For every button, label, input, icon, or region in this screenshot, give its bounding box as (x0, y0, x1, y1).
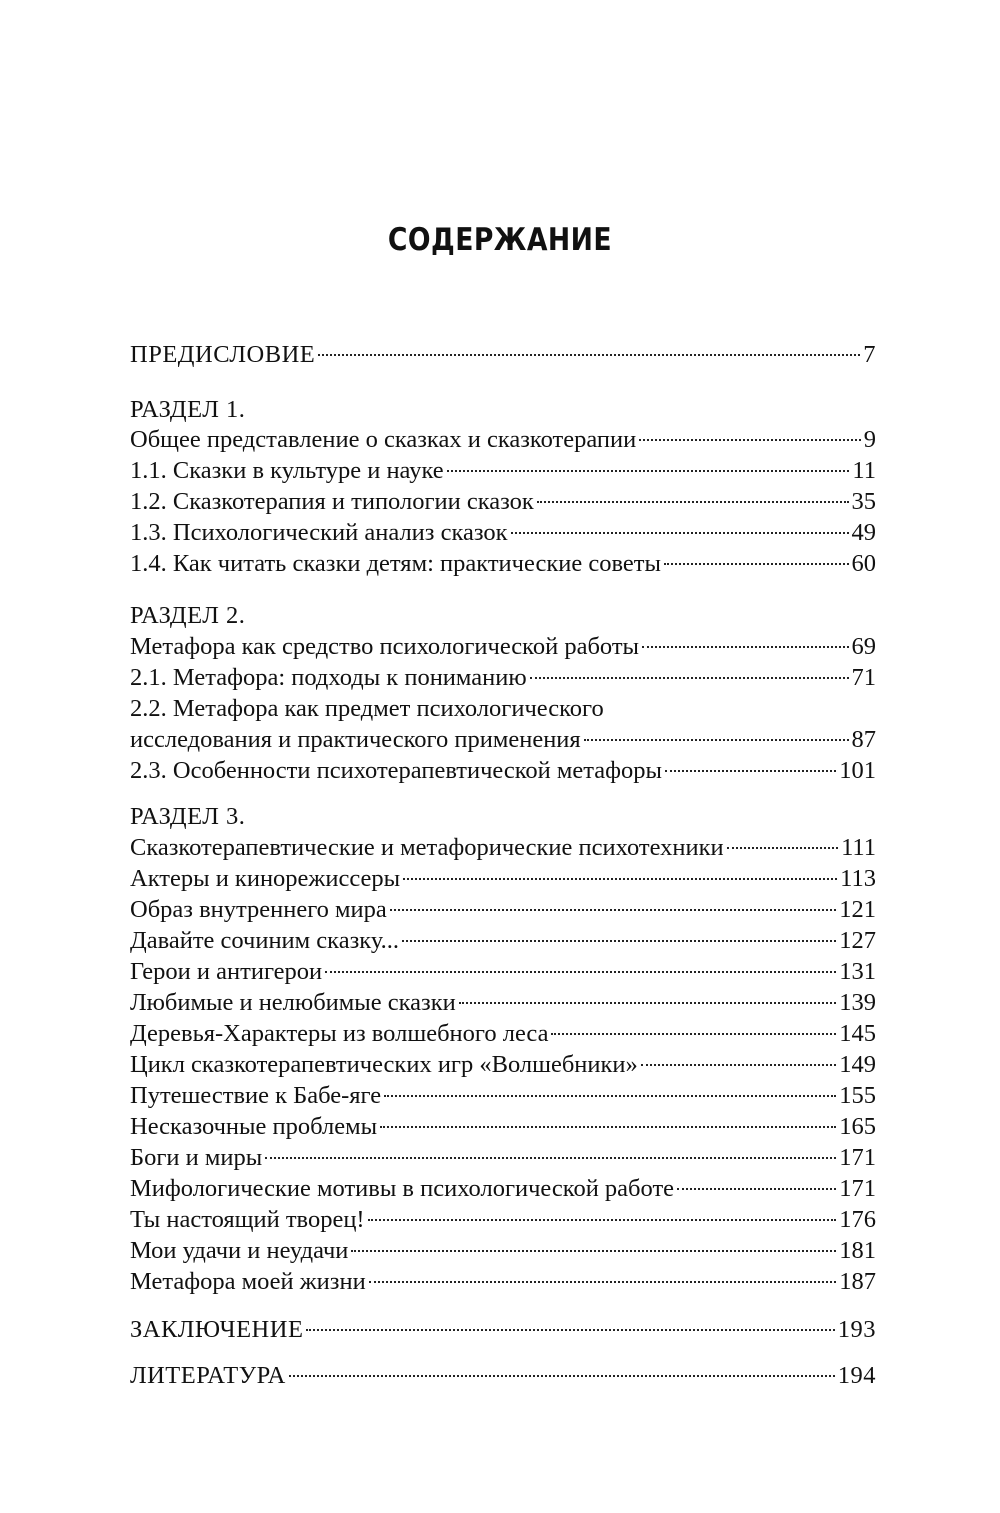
toc-entry-page: 176 (839, 1206, 876, 1233)
toc-entry-title: Общее представление о сказках и сказкотерапии (130, 426, 637, 453)
dot-leader (351, 1250, 836, 1252)
toc-entry-title-line[interactable]: 2.2. Метафора как предмет психологического (130, 695, 604, 722)
toc-entry-title: Метафора как средство психологической работы (130, 633, 640, 660)
toc-entry-title: Герои и антигерои (130, 958, 323, 985)
dot-leader (459, 1002, 837, 1004)
toc-entry-title: Актеры и кинорежиссеры (130, 865, 401, 892)
toc-entry[interactable] (130, 1049, 876, 1081)
toc-entry[interactable] (130, 1018, 876, 1050)
dot-leader (369, 1281, 837, 1283)
toc-entry-title: Цикл сказкотерапевтических игр «Волшебники» (130, 1051, 638, 1078)
dot-leader (584, 739, 849, 741)
toc-entry[interactable] (130, 662, 876, 694)
dot-leader (306, 1329, 834, 1331)
dot-leader (325, 971, 836, 973)
toc-entry-page: 11 (852, 457, 876, 484)
toc-entry-page: 193 (837, 1316, 876, 1343)
toc-entry-title: Сказкотерапевтические и метафорические психотехники (130, 834, 724, 861)
section-heading: РАЗДЕЛ 2. (130, 602, 246, 629)
toc-entry[interactable] (130, 925, 876, 957)
toc-entry-title: 1.2. Сказкотерапия и типологии сказок (130, 488, 534, 515)
toc-entry-title: Давайте сочиним сказку... (130, 927, 399, 954)
toc-entry-title: Образ внутреннего мира (130, 896, 387, 923)
toc-entry-page: 139 (839, 989, 876, 1016)
toc-entry-page: 49 (851, 519, 876, 546)
toc-entry[interactable] (130, 486, 876, 518)
toc-entry-title: исследования и практического применения (130, 726, 581, 753)
dot-leader (390, 909, 836, 911)
dot-leader (677, 1188, 836, 1190)
toc-entry-title: Метафора моей жизни (130, 1268, 366, 1295)
dot-leader (403, 878, 837, 880)
toc-entry[interactable] (130, 1235, 876, 1267)
toc-entry[interactable] (130, 1204, 876, 1236)
dot-leader (318, 354, 860, 356)
toc-entry-page: 171 (839, 1175, 876, 1202)
toc-entry[interactable] (130, 863, 876, 895)
dot-leader (664, 563, 849, 565)
toc-entry-page: 60 (851, 550, 876, 577)
page-title: СОДЕРЖАНИЕ (387, 222, 613, 258)
dot-leader (665, 770, 836, 772)
dot-leader (368, 1219, 837, 1221)
toc-entry-page: 187 (839, 1268, 876, 1295)
toc-entry-title: 2.1. Метафора: подходы к пониманию (130, 664, 527, 691)
dot-leader (642, 646, 848, 648)
toc-entry-title: Несказочные проблемы (130, 1113, 378, 1140)
dot-leader (530, 677, 849, 679)
toc-entry[interactable] (130, 956, 876, 988)
section-heading: РАЗДЕЛ 3. (130, 803, 246, 830)
toc-entry[interactable] (130, 424, 876, 456)
toc-entry-page: 101 (839, 757, 876, 784)
toc-entry-title: Деревья-Характеры из волшебного леса (130, 1020, 549, 1047)
dot-leader (289, 1375, 835, 1377)
toc-entry-page: 149 (839, 1051, 876, 1078)
toc-entry-conclusion[interactable] (130, 1314, 876, 1346)
toc-entry-page: 127 (839, 927, 876, 954)
dot-leader (380, 1126, 836, 1128)
toc-entry-page: 69 (851, 633, 876, 660)
toc-entry-title: ПРЕДИСЛОВИЕ (130, 341, 316, 368)
toc-entry-page: 113 (840, 865, 876, 892)
toc-entry-page: 165 (839, 1113, 876, 1140)
toc-entry-title: Боги и миры (130, 1144, 263, 1171)
toc-entry[interactable] (130, 1142, 876, 1174)
dot-leader (447, 470, 850, 472)
toc-entry-page: 9 (863, 426, 876, 453)
toc-entry-page: 87 (851, 726, 876, 753)
toc-entry[interactable] (130, 987, 876, 1019)
dot-leader (402, 940, 836, 942)
toc-entry-title: Любимые и нелюбимые сказки (130, 989, 456, 1016)
toc-entry[interactable] (130, 1266, 876, 1298)
toc-entry-page: 181 (839, 1237, 876, 1264)
toc-entry-page: 7 (863, 341, 876, 368)
toc-entry-page: 155 (839, 1082, 876, 1109)
toc-entry[interactable] (130, 894, 876, 926)
toc-entry-title: Ты настоящий творец! (130, 1206, 365, 1233)
toc-entry[interactable] (130, 517, 876, 549)
toc-entry[interactable] (130, 755, 876, 787)
dot-leader (641, 1064, 836, 1066)
toc-entry[interactable] (130, 1111, 876, 1143)
toc-entry-page: 194 (837, 1362, 876, 1389)
toc-entry-preface[interactable] (130, 339, 876, 371)
toc-entry[interactable] (130, 455, 876, 487)
toc-entry[interactable] (130, 724, 876, 756)
section-heading: РАЗДЕЛ 1. (130, 396, 246, 423)
toc-entry[interactable] (130, 548, 876, 580)
toc-entry-title: Путешествие к Бабе-яге (130, 1082, 382, 1109)
toc-entry-literature[interactable] (130, 1360, 876, 1392)
toc-entry-page: 35 (851, 488, 876, 515)
dot-leader (511, 532, 849, 534)
toc-entry[interactable] (130, 631, 876, 663)
toc-entry-title: 1.1. Сказки в культуре и науке (130, 457, 444, 484)
dot-leader (639, 439, 861, 441)
dot-leader (537, 501, 849, 503)
toc-entry-title: 1.3. Психологический анализ сказок (130, 519, 508, 546)
dot-leader (384, 1095, 836, 1097)
toc-entry-page: 71 (851, 664, 876, 691)
toc-entry[interactable] (130, 1080, 876, 1112)
toc-entry-page: 111 (841, 834, 876, 861)
toc-entry-title: Мои удачи и неудачи (130, 1237, 349, 1264)
dot-leader (727, 847, 838, 849)
toc-entry[interactable] (130, 1173, 876, 1205)
toc-entry-page: 145 (839, 1020, 876, 1047)
toc-entry[interactable] (130, 832, 876, 864)
toc-entry-title: 1.4. Как читать сказки детям: практические советы (130, 550, 661, 577)
dot-leader (265, 1157, 836, 1159)
toc-entry-page: 121 (839, 896, 876, 923)
dot-leader (551, 1033, 836, 1035)
toc-entry-page: 131 (839, 958, 876, 985)
toc-entry-title: Мифологические мотивы в психологической работе (130, 1175, 675, 1202)
toc-entry-page: 171 (839, 1144, 876, 1171)
toc-entry-title: ЛИТЕРАТУРА (130, 1362, 286, 1389)
toc-entry-title: ЗАКЛЮЧЕНИЕ (130, 1316, 304, 1343)
toc-entry-title: 2.3. Особенности психотерапевтической метафоры (130, 757, 663, 784)
